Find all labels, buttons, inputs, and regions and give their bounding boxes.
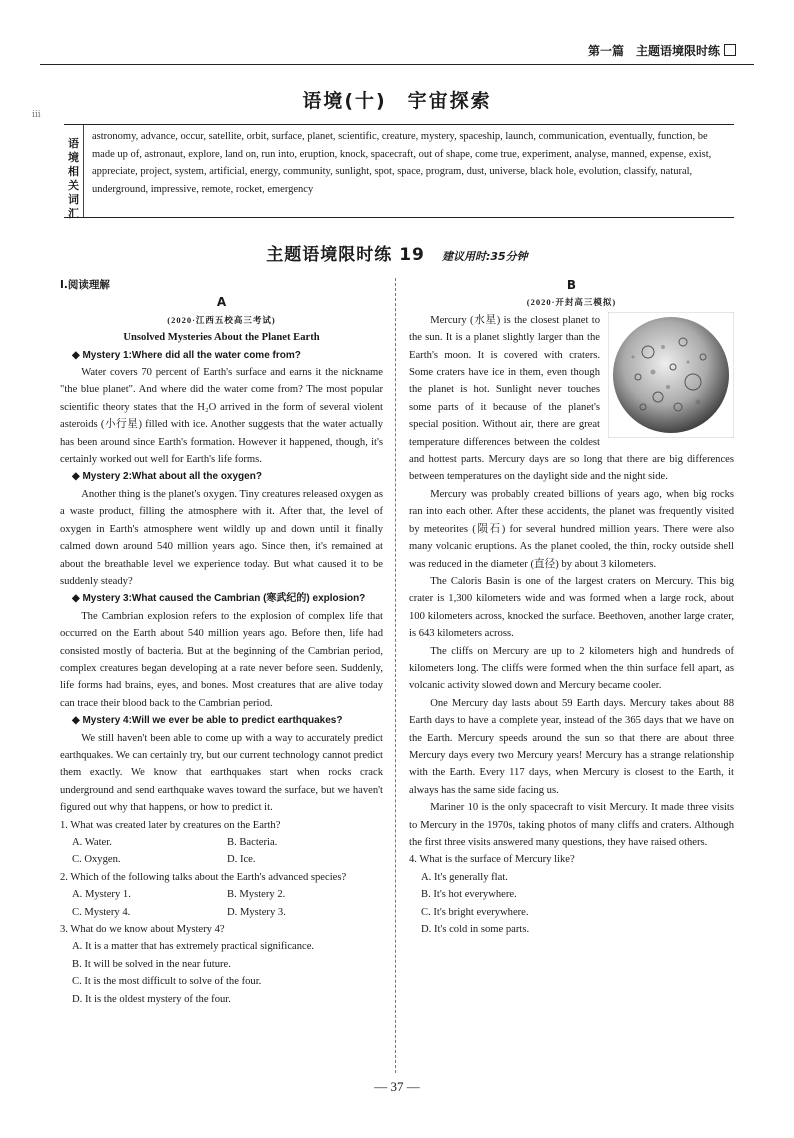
practice-title: 主题语境限时练 19 — [266, 245, 425, 265]
mystery-heading: ◆ Mystery 2:What about all the oxygen? — [72, 471, 262, 483]
mystery-heading: ◆ Mystery 4:Will we ever be able to predict earthquakes? — [72, 715, 343, 727]
option: A. Mystery 1. — [72, 889, 131, 901]
options — [60, 886, 383, 903]
mystery-heading: ◆ Mystery 1:Where did all the water come from? — [72, 349, 301, 361]
option: D. It is the oldest mystery of the four. — [72, 993, 231, 1005]
header-rule — [40, 64, 754, 65]
paragraph: Mariner 10 is the only spacecraft to visit Mercury. It made three visits to Mercury in the 1970s, taking photos of many cliffs and craters. Although the first three visits answered many questions, they have raised others. — [409, 802, 734, 848]
option: C. Oxygen. — [72, 854, 121, 866]
option: C. It is the most difficult to solve of the four. — [72, 976, 262, 988]
paragraph: The Caloris Basin is one of the largest craters on Mercury. This big crater is 1,300 kilometers wide and was formed when a large rock, about 100 kilometers across, knocked the surface. Beethoven, another large crater, is 643 kilometers across. — [409, 575, 734, 640]
option: A. It is a matter that has extremely practical significance. — [72, 941, 315, 953]
option: A. It's generally flat. — [421, 871, 508, 883]
column-divider — [395, 278, 396, 1073]
passage-label: B — [566, 278, 577, 292]
paragraph: The Cambrian explosion refers to the explosion of complex life that occurred on the Earth about 540 million years ago. Before then, life had consisted mostly of bacteria. But at the beginning of the Cambrian period, complex creatures began developing at a rate never before seen. Suddenly, life forms had brains, eyes, and bones. Most creatures that are alive today can trace their blood back to the Cambrian period. — [60, 610, 383, 709]
option: C. Mystery 4. — [72, 906, 131, 918]
section-heading: Ⅰ.阅读理解 — [60, 279, 110, 291]
paragraph: Mercury was probably created billions of years ago, when big rocks ran into each other. After these accidents, the planet was frequently visited by meteorites (陨石) for several hundred million years. There were also many volcanic eruptions. As the planet cooled, the thin, rocky outside shell was reduced in the diameter (直径) by about 3 kilometers. — [409, 488, 734, 570]
options — [60, 834, 383, 851]
question: 1. What was created later by creatures on the Earth? — [60, 819, 281, 831]
paragraph: We still haven't been able to come up with a way to accurately predict earthquakes. We can certainly try, but our current technology cannot predict them exactly. We know that earthquakes start when rocks crack underground and send earthquake waves toward the surface, but we haven't figured out why that happens, or how to predict it. — [60, 732, 383, 814]
passage-heading: Unsolved Mysteries About the Planet Earth — [123, 332, 320, 344]
passage-source: (2020·江西五校高三考试) — [167, 314, 276, 325]
vocab-text: astronomy, advance, occur, satellite, orbit, surface, planet, scientific, creature, mystery, spaceship, launch, communication, eventually, function, be made up of, astronaut, explore, land on, run into, eruption, knock, spacecraft, out of shape, come true, experiment, analyse, manned, expense, exist, appreciate, project, system, artificial, energy, community, sunlight, spot, space, program, dust, universe, black hole, evolution, classify, natural, underground, impressive, remote, rocket, emergency — [92, 131, 712, 195]
left-column — [60, 277, 383, 1008]
question: 3. What do we know about Mystery 4? — [60, 924, 225, 936]
passage-label: A — [216, 295, 227, 310]
option: B. It will be solved in the near future. — [72, 958, 231, 970]
page-header — [40, 36, 754, 64]
paragraph: Water covers 70 percent of Earth's surface and earns it the nickname "the blue planet". And where did the water come from? The most popular scientific theory states that the H₂O arrived in the form of several violent asteroids (小行星) filled with ice. Another suggests that the water actually has been around since Earth's formation. However it happened, though, it's certainly worked out well for Earth's life forms. — [60, 367, 383, 466]
option: D. Ice. — [227, 854, 256, 866]
question: 4. What is the surface of Mercury like? — [409, 854, 575, 866]
paragraph: Mercury (水星) is the closest planet to the sun. It is a planet slightly larger than the Earth's moon. It is covered with craters. Some craters have ice in them, even though the planet is hot. Sunlight never touches some parts of it because of the planet's special position. Without air, there are great temperature differences between the coldest and hottest parts. Mercury days are so long that there are big differences between temperatures on the daylight side and the night side. — [409, 314, 734, 483]
question: 2. Which of the following talks about the Earth's advanced species? — [60, 871, 347, 883]
option: A. Water. — [72, 837, 112, 848]
option: D. It's cold in some parts. — [421, 924, 530, 936]
option: B. Bacteria. — [227, 837, 278, 848]
option: B. Mystery 2. — [227, 889, 286, 901]
option: D. Mystery 3. — [227, 906, 286, 918]
options — [60, 851, 383, 868]
margin-mark: ⅲ — [32, 110, 41, 120]
vocab-label: 语境相关词汇 — [64, 125, 84, 217]
paragraph: One Mercury day lasts about 59 Earth days. Mercury takes about 88 Earth days to have a complete year, instead of the 365 days that we have on the Earth. Mercury speeds around the sun so that there are about three Mercury days every two Mercury years! Mercury has a strange relationship with the Earth. Every 117 days, when Mercury is closest to the Earth, it always has the same side facing us. — [409, 697, 734, 796]
page-title: 语境(十) 宇宙探索 — [302, 90, 492, 112]
option: B. It's hot everywhere. — [421, 889, 517, 901]
options — [60, 904, 383, 921]
option: C. It's bright everywhere. — [421, 906, 529, 918]
right-column — [409, 277, 734, 938]
vocab-box — [64, 124, 734, 218]
practice-time: 建议用时:35分钟 — [441, 250, 528, 263]
passage-source: (2020·开封高三模拟) — [526, 297, 617, 308]
header-box-icon — [724, 44, 736, 56]
mercury-planet-image — [608, 312, 734, 438]
paragraph: The cliffs on Mercury are up to 2 kilometers high and hundreds of kilometers long. The cliffs were formed when the thin surface fell apart, as volcanic activity slowed down and Mercury became cooler. — [409, 645, 734, 692]
header-section: 第一篇 主题语境限时练 — [588, 42, 736, 59]
page-number: — 37 — — [374, 1079, 420, 1094]
paragraph: Another thing is the planet's oxygen. Tiny creatures released oxygen as a waste product, filling the atmosphere with it. After that, the level of oxygen in Earth's atmosphere went wildly up and down until it finally calmed down around 540 million years ago. Since then, it's remained at about the breathable level we experience today. But what caused it to be suddenly steady? — [60, 488, 383, 587]
practice-heading — [0, 240, 794, 265]
mystery-heading: ◆ Mystery 3:What caused the Cambrian (寒武纪的) explosion? — [72, 593, 366, 605]
